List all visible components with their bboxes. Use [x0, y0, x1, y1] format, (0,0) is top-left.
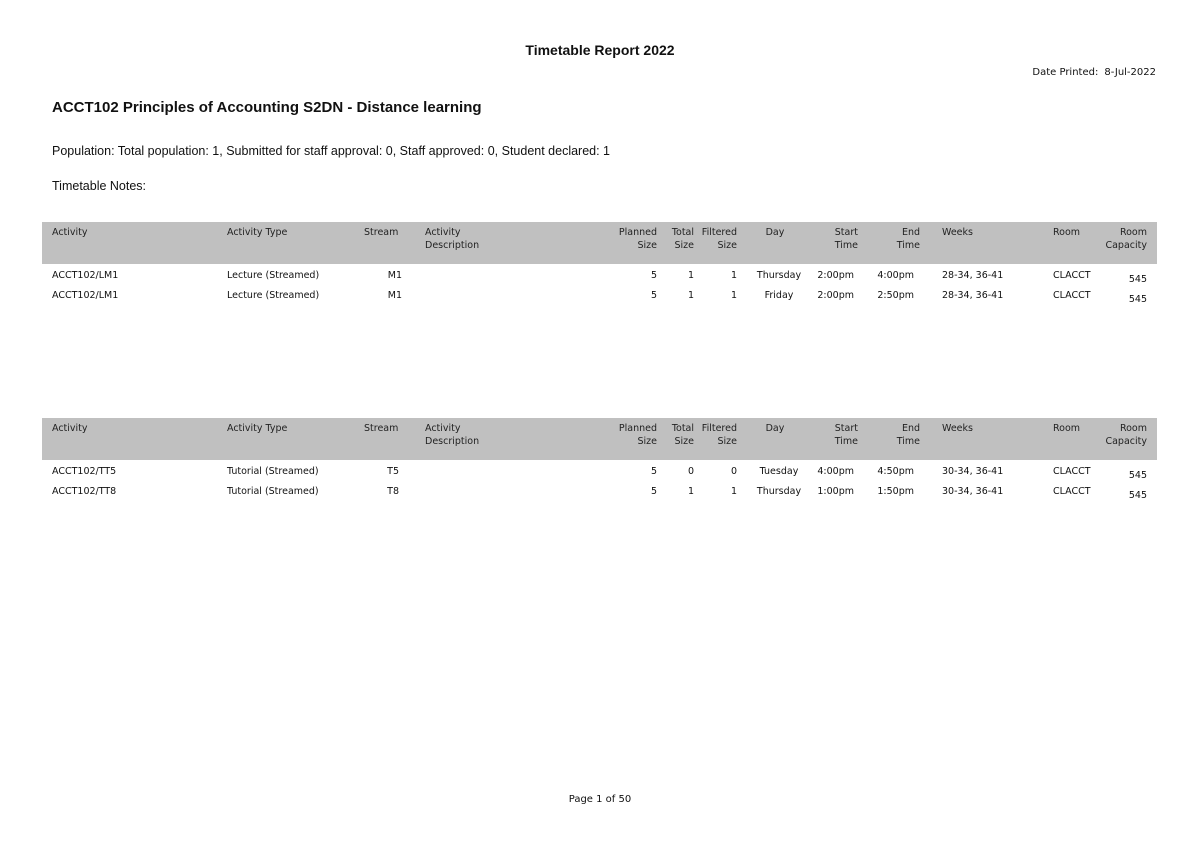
cell-activity: ACCT102/LM1: [52, 290, 119, 301]
cell-stream: M1: [387, 270, 402, 281]
table-row: [42, 481, 1157, 501]
report-title: Timetable Report 2022: [525, 42, 675, 58]
header-line: End: [901, 227, 920, 238]
cell-filtered-size: 1: [730, 270, 737, 281]
header-line: Room: [1119, 227, 1147, 238]
header-line: Activity: [425, 423, 461, 434]
cell-filtered-size: 0: [730, 466, 737, 477]
header-room-capacity: [1102, 226, 1147, 252]
header-line: Size: [674, 240, 694, 251]
header-filtered-size: [700, 226, 737, 252]
cell-start-time: 2:00pm: [817, 290, 854, 301]
header-weeks: Weeks: [942, 423, 973, 434]
header-line: Filtered: [701, 423, 737, 434]
date-printed-value: 8-Jul-2022: [1104, 67, 1156, 78]
cell-total-size: 1: [687, 290, 694, 301]
table-header: [42, 222, 1157, 264]
header-line: End: [901, 423, 920, 434]
header-line: Size: [637, 436, 657, 447]
header-weeks: Weeks: [942, 227, 973, 238]
header-activity: Activity: [52, 423, 88, 434]
header-line: Capacity: [1105, 436, 1147, 447]
cell-planned-size: 5: [650, 466, 657, 477]
header-line: Planned: [618, 423, 657, 434]
cell-day: Thursday: [756, 270, 802, 281]
header-line: Size: [717, 436, 737, 447]
header-filtered-size: [700, 422, 737, 448]
header-total-size: [668, 226, 694, 252]
cell-room: CLACCT: [1053, 290, 1091, 301]
cell-room-capacity: 545: [1128, 470, 1147, 481]
header-activity-description: [425, 422, 479, 448]
header-total-size: [668, 422, 694, 448]
header-line: Size: [637, 240, 657, 251]
table-row: [42, 285, 1157, 305]
cell-weeks: 28-34, 36-41: [942, 290, 1004, 301]
cell-day: Tuesday: [759, 466, 799, 477]
cell-total-size: 1: [687, 270, 694, 281]
header-line: Capacity: [1105, 240, 1147, 251]
cell-activity-type: Tutorial (Streamed): [227, 486, 319, 497]
cell-day: Friday: [764, 290, 794, 301]
header-day: Day: [765, 423, 785, 434]
cell-room: CLACCT: [1053, 466, 1091, 477]
table-row: [42, 265, 1157, 285]
header-activity: Activity: [52, 227, 88, 238]
cell-room-capacity: 545: [1128, 294, 1147, 305]
header-activity-description: [425, 226, 479, 252]
header-room: Room: [1053, 423, 1081, 434]
header-stream: Stream: [364, 227, 399, 238]
header-line: Description: [425, 436, 480, 447]
header-activity-type: Activity Type: [227, 423, 288, 434]
cell-activity-type: Tutorial (Streamed): [227, 466, 319, 477]
cell-planned-size: 5: [650, 290, 657, 301]
header-line: Filtered: [701, 227, 737, 238]
header-line: Room: [1119, 423, 1147, 434]
header-stream: Stream: [364, 423, 399, 434]
cell-activity: ACCT102/TT8: [52, 486, 117, 497]
cell-planned-size: 5: [650, 486, 657, 497]
cell-stream: T8: [387, 486, 399, 497]
header-start-time: [812, 226, 858, 252]
header-line: Size: [717, 240, 737, 251]
cell-weeks: 28-34, 36-41: [942, 270, 1004, 281]
cell-end-time: 2:50pm: [877, 290, 914, 301]
timetable-notes-label: Timetable Notes:: [52, 179, 147, 193]
header-end-time: [876, 226, 920, 252]
cell-start-time: 1:00pm: [817, 486, 854, 497]
cell-room: CLACCT: [1053, 486, 1091, 497]
cell-total-size: 1: [687, 486, 694, 497]
cell-weeks: 30-34, 36-41: [942, 466, 1004, 477]
header-day: Day: [765, 227, 785, 238]
cell-total-size: 0: [687, 466, 694, 477]
cell-activity: ACCT102/LM1: [52, 270, 119, 281]
cell-activity-type: Lecture (Streamed): [227, 270, 320, 281]
cell-activity-type: Lecture (Streamed): [227, 290, 320, 301]
cell-filtered-size: 1: [730, 486, 737, 497]
cell-start-time: 4:00pm: [817, 466, 854, 477]
header-end-time: [876, 422, 920, 448]
header-start-time: [812, 422, 858, 448]
header-planned-size: [610, 226, 657, 252]
population-summary: Population: Total population: 1, Submitted for staff approval: 0, Staff approved: 0, Student declared: 1: [52, 144, 611, 158]
cell-end-time: 4:00pm: [877, 270, 914, 281]
cell-end-time: 1:50pm: [877, 486, 914, 497]
header-activity-type: Activity Type: [227, 227, 288, 238]
header-line: Time: [896, 240, 920, 251]
cell-planned-size: 5: [650, 270, 657, 281]
cell-weeks: 30-34, 36-41: [942, 486, 1004, 497]
header-line: Time: [834, 240, 858, 251]
course-title: ACCT102 Principles of Accounting S2DN - Distance learning: [52, 99, 482, 116]
header-line: Activity: [425, 227, 461, 238]
header-planned-size: [610, 422, 657, 448]
page-number: Page 1 of 50: [568, 794, 632, 805]
date-printed: [1032, 67, 1156, 78]
timetable-table-lectures: [42, 222, 1157, 305]
date-printed-label: Date Printed:: [1032, 67, 1099, 78]
cell-activity: ACCT102/TT5: [52, 466, 117, 477]
header-line: Time: [834, 436, 858, 447]
table-row: [42, 461, 1157, 481]
cell-day: Thursday: [756, 486, 802, 497]
header-line: Time: [896, 436, 920, 447]
header-line: Start: [834, 423, 858, 434]
cell-room-capacity: 545: [1128, 274, 1147, 285]
header-line: Planned: [618, 227, 657, 238]
cell-stream: M1: [387, 290, 402, 301]
cell-room: CLACCT: [1053, 270, 1091, 281]
header-line: Total: [671, 423, 694, 434]
cell-filtered-size: 1: [730, 290, 737, 301]
header-line: Size: [674, 436, 694, 447]
table-header: [42, 418, 1157, 460]
cell-start-time: 2:00pm: [817, 270, 854, 281]
header-room: Room: [1053, 227, 1081, 238]
header-line: Total: [671, 227, 694, 238]
cell-end-time: 4:50pm: [877, 466, 914, 477]
header-line: Start: [834, 227, 858, 238]
cell-stream: T5: [387, 466, 399, 477]
cell-room-capacity: 545: [1128, 490, 1147, 501]
timetable-table-tutorials: [42, 418, 1157, 501]
header-line: Description: [425, 240, 480, 251]
header-room-capacity: [1102, 422, 1147, 448]
